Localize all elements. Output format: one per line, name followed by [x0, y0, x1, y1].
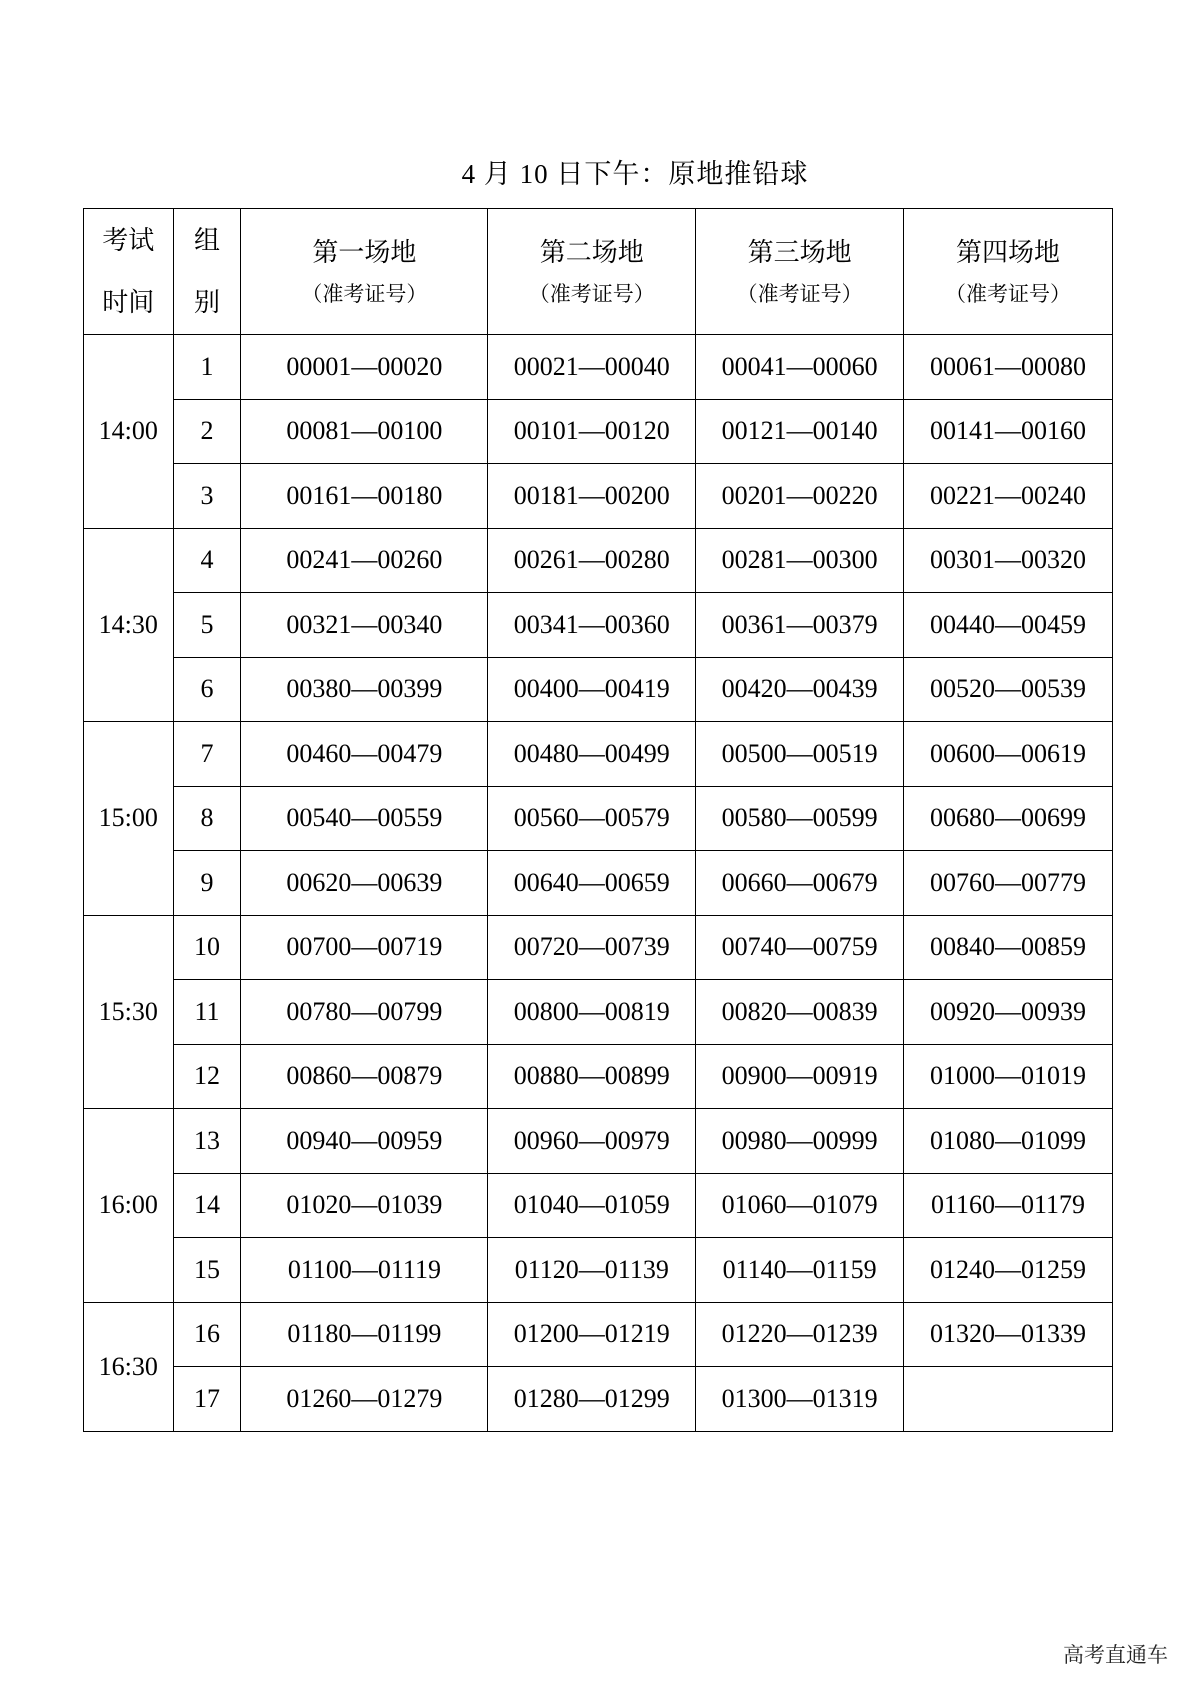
- venue-2-range-cell: 01200—01219: [488, 1302, 696, 1367]
- venue-1-range-cell: 00940—00959: [241, 1109, 488, 1174]
- group-cell: 14: [173, 1173, 241, 1238]
- venue-2-range-cell: 00880—00899: [488, 1044, 696, 1109]
- table-row: [84, 1367, 1113, 1432]
- venue-3-range-cell: 00121—00140: [696, 399, 904, 464]
- header-group: [173, 209, 241, 335]
- venue-1-range-cell: 00860—00879: [241, 1044, 488, 1109]
- venue-1-range-cell: 00161—00180: [241, 464, 488, 529]
- time-cell: 15:00: [84, 722, 174, 916]
- venue-sub: （准考证号）: [301, 281, 428, 306]
- venue-4-range-cell: 00600—00619: [904, 722, 1113, 787]
- venue-2-range-cell: 00261—00280: [488, 528, 696, 593]
- venue-3-range-cell: 01220—01239: [696, 1302, 904, 1367]
- venue-4-range-cell: 00221—00240: [904, 464, 1113, 529]
- venue-3-range-cell: 00361—00379: [696, 593, 904, 658]
- venue-2-range-cell: 01120—01139: [488, 1238, 696, 1303]
- venue-name: 第一场地: [312, 237, 417, 267]
- venue-3-range-cell: 01140—01159: [696, 1238, 904, 1303]
- table-row: [84, 464, 1113, 529]
- venue-2-range-cell: 00960—00979: [488, 1109, 696, 1174]
- page-title-text: 4 月 10 日下午：原地推铅球: [461, 159, 809, 189]
- venue-4-range-cell: [904, 1367, 1113, 1432]
- venue-sub: （准考证号）: [736, 281, 863, 306]
- time-cell: 14:30: [84, 528, 174, 722]
- header-group-line1: 组: [193, 225, 220, 255]
- venue-name: 第二场地: [539, 237, 644, 267]
- venue-3-range-cell: 00041—00060: [696, 335, 904, 400]
- group-cell: 2: [173, 399, 241, 464]
- venue-3-range-cell: 00580—00599: [696, 786, 904, 851]
- table-row: [84, 980, 1113, 1045]
- venue-4-range-cell: 00301—00320: [904, 528, 1113, 593]
- venue-4-range-cell: 00440—00459: [904, 593, 1113, 658]
- time-cell: 16:00: [84, 1109, 174, 1303]
- group-cell: 17: [173, 1367, 241, 1432]
- venue-1-range-cell: 00540—00559: [241, 786, 488, 851]
- venue-3-range-cell: 00201—00220: [696, 464, 904, 529]
- venue-3-range-cell: 00660—00679: [696, 851, 904, 916]
- venue-4-range-cell: 00680—00699: [904, 786, 1113, 851]
- venue-3-range-cell: 00420—00439: [696, 657, 904, 722]
- venue-4-range-cell: 00141—00160: [904, 399, 1113, 464]
- group-cell: 16: [173, 1302, 241, 1367]
- table-row: [84, 786, 1113, 851]
- venue-2-range-cell: 00720—00739: [488, 915, 696, 980]
- venue-1-range-cell: 00001—00020: [241, 335, 488, 400]
- header-time-line2: 时间: [102, 287, 155, 317]
- page-title: [0, 152, 1190, 191]
- venue-2-range-cell: 00800—00819: [488, 980, 696, 1045]
- venue-1-range-cell: 01100—01119: [241, 1238, 488, 1303]
- header-group-line2: 别: [193, 287, 220, 317]
- venue-name: 第三场地: [747, 237, 852, 267]
- venue-4-range-cell: 00520—00539: [904, 657, 1113, 722]
- venue-1-range-cell: 01020—01039: [241, 1173, 488, 1238]
- schedule-table: [83, 208, 1113, 1432]
- venue-4-range-cell: 01320—01339: [904, 1302, 1113, 1367]
- table-header: [84, 209, 1113, 335]
- group-cell: 5: [173, 593, 241, 658]
- venue-3-range-cell: 00500—00519: [696, 722, 904, 787]
- time-cell: 16:30: [84, 1302, 174, 1431]
- table-row: [84, 399, 1113, 464]
- venue-1-range-cell: 00460—00479: [241, 722, 488, 787]
- table-row: [84, 1109, 1113, 1174]
- venue-1-range-cell: 00241—00260: [241, 528, 488, 593]
- table-row: [84, 657, 1113, 722]
- venue-4-range-cell: 00840—00859: [904, 915, 1113, 980]
- header-venue-2: [488, 209, 696, 335]
- group-cell: 11: [173, 980, 241, 1045]
- watermark-text: 高考直通车: [1063, 1643, 1168, 1667]
- venue-sub: （准考证号）: [945, 281, 1072, 306]
- venue-1-range-cell: 00620—00639: [241, 851, 488, 916]
- venue-3-range-cell: 00740—00759: [696, 915, 904, 980]
- venue-2-range-cell: 01280—01299: [488, 1367, 696, 1432]
- table-row: [84, 528, 1113, 593]
- venue-2-range-cell: 00101—00120: [488, 399, 696, 464]
- venue-1-range-cell: 00780—00799: [241, 980, 488, 1045]
- venue-3-range-cell: 01060—01079: [696, 1173, 904, 1238]
- venue-4-range-cell: 00920—00939: [904, 980, 1113, 1045]
- venue-3-range-cell: 00900—00919: [696, 1044, 904, 1109]
- venue-1-range-cell: 00700—00719: [241, 915, 488, 980]
- time-cell: 15:30: [84, 915, 174, 1109]
- table-row: [84, 722, 1113, 787]
- venue-1-range-cell: 01180—01199: [241, 1302, 488, 1367]
- venue-2-range-cell: 01040—01059: [488, 1173, 696, 1238]
- venue-3-range-cell: 00820—00839: [696, 980, 904, 1045]
- header-venue-3: [696, 209, 904, 335]
- venue-1-range-cell: 00081—00100: [241, 399, 488, 464]
- table-row: [84, 851, 1113, 916]
- venue-name: 第四场地: [956, 237, 1061, 267]
- venue-2-range-cell: 00181—00200: [488, 464, 696, 529]
- venue-1-range-cell: 00380—00399: [241, 657, 488, 722]
- table-row: [84, 593, 1113, 658]
- group-cell: 1: [173, 335, 241, 400]
- venue-2-range-cell: 00021—00040: [488, 335, 696, 400]
- venue-2-range-cell: 00560—00579: [488, 786, 696, 851]
- venue-1-range-cell: 00321—00340: [241, 593, 488, 658]
- table-row: [84, 1302, 1113, 1367]
- group-cell: 3: [173, 464, 241, 529]
- group-cell: 6: [173, 657, 241, 722]
- venue-4-range-cell: 01240—01259: [904, 1238, 1113, 1303]
- venue-2-range-cell: 00400—00419: [488, 657, 696, 722]
- group-cell: 10: [173, 915, 241, 980]
- time-cell: 14:00: [84, 335, 174, 529]
- group-cell: 4: [173, 528, 241, 593]
- venue-sub: （准考证号）: [528, 281, 655, 306]
- header-venue-1: [241, 209, 488, 335]
- table-row: [84, 915, 1113, 980]
- table-row: [84, 1044, 1113, 1109]
- group-cell: 8: [173, 786, 241, 851]
- header-time: [84, 209, 174, 335]
- table-row: [84, 335, 1113, 400]
- venue-4-range-cell: 01080—01099: [904, 1109, 1113, 1174]
- venue-2-range-cell: 00640—00659: [488, 851, 696, 916]
- table-body: [84, 335, 1113, 1432]
- venue-4-range-cell: 00760—00779: [904, 851, 1113, 916]
- table-row: [84, 1173, 1113, 1238]
- venue-2-range-cell: 00480—00499: [488, 722, 696, 787]
- group-cell: 15: [173, 1238, 241, 1303]
- venue-3-range-cell: 00281—00300: [696, 528, 904, 593]
- group-cell: 9: [173, 851, 241, 916]
- venue-4-range-cell: 00061—00080: [904, 335, 1113, 400]
- table-row: [84, 1238, 1113, 1303]
- venue-1-range-cell: 01260—01279: [241, 1367, 488, 1432]
- header-venue-4: [904, 209, 1113, 335]
- venue-4-range-cell: 01000—01019: [904, 1044, 1113, 1109]
- venue-3-range-cell: 00980—00999: [696, 1109, 904, 1174]
- venue-4-range-cell: 01160—01179: [904, 1173, 1113, 1238]
- group-cell: 12: [173, 1044, 241, 1109]
- venue-3-range-cell: 01300—01319: [696, 1367, 904, 1432]
- header-time-line1: 考试: [102, 225, 155, 255]
- venue-2-range-cell: 00341—00360: [488, 593, 696, 658]
- header-row: [84, 209, 1113, 335]
- group-cell: 7: [173, 722, 241, 787]
- group-cell: 13: [173, 1109, 241, 1174]
